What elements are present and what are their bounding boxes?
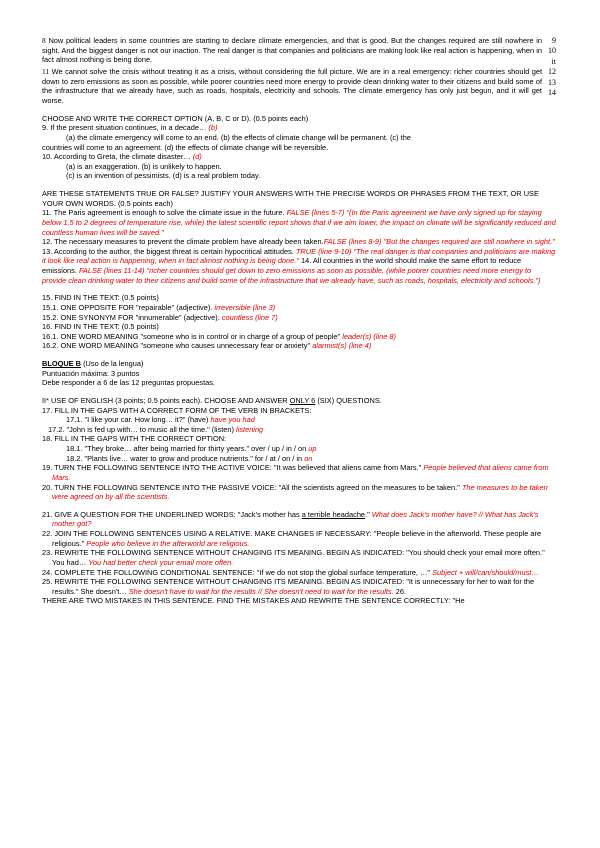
answer: Subject + will/can/should/must… [432,567,539,577]
instruction: Debe responder a 6 de las 12 preguntas propuestas. [42,378,215,388]
question-13-14: 13. According to the author, the biggest threat is certain hypocritical attitudes. TRUE (line 9-10) "The real danger is that companies and politicians are making it look like real action is happening, when in fact almost nothing is being done." 14. All countries in the world should make the same effort to reduce emissions. FALSE (lines 11-14) "richer countries should get down to zero emissions as soon as possible, (while poorer countries need more energy to provide clean drinking water to their citizens and build some of the infrastructure that we already have, such as roads, hospitals, electricity and schools.") [42,246,556,285]
section-heading: II* USE OF ENGLISH (3 points; 0.5 points each). CHOOSE AND ANSWER ONLY 6 (SIX) QUESTIONS. [42,395,382,405]
line-number: 10 it [548,46,556,66]
line-number: 14 [548,87,556,97]
answer: FALSE (lines 5-7) "(In the Paris agreement we have only signed up for staying below 1.5 to 2 degrees of temperature rise, while) the latest scientific report shows that if we aim lower, the impact on climate will be significantly reduced and countless human lives will be saved." [42,208,556,237]
options-continued: (c) is an invention of pessimists. (d) is a real problem today. [66,171,261,181]
answer: What does Jack's mother have? // What has Jack's mother got? [52,509,539,529]
answer: on [304,453,313,463]
question-15-2: 15.2. ONE SYNONYM FOR "innumerable" (adjective). countless (line 7) [42,312,278,322]
options: (a) the climate emergency will come to an end. (b) the effects of climate change will be permanent. (c) the [66,132,411,142]
line-number: 11 [42,67,50,77]
answer: up [308,444,317,454]
question-19: 19. TURN THE FOLLOWING SENTENCE INTO THE ACTIVE VOICE: "It was believed that aliens came from Mars." People believed that aliens came from Mars. [42,463,549,482]
question-25: 25. REWRITE THE FOLLOWING SENTENCE WITHOUT CHANGING ITS MEANING. BEGIN AS INDICATED: "It is unnecessary for her to wait for the results." She doesn't… She doesn't have to wait for the results // She doesn't need to wait for the results. 26. [42,577,535,596]
question-18-1: 18.1. "They broke… after being married for thirty years." over / up / in / on up [66,444,317,454]
answer: FALSE (lines 11-14) "richer countries should get down to zero emissions as soon as possible, (while poorer countries need more energy to provide clean drinking water to their citizens and build some of the infrastructure that we already have, such as roads, hospitals, electricity and schools.") [42,266,541,285]
question-16-1: 16.1. ONE WORD MEANING "someone who is in control or in charge of a group of people" leader(s) (line 8) [42,331,396,341]
question-24: 24. COMPLETE THE FOLLOWING CONDITIONAL SENTENCE: "If we do not stop the global surface temperature, …" Subject + will/can/should/must… [42,567,539,577]
question-15-heading: 15. FIND IN THE TEXT: (0.5 points) [42,293,159,303]
max-score: Puntuación máxima: 3 puntos [42,368,140,378]
line-number: 8 [42,36,46,45]
answer: She doesn't have to wait for the results // She doesn't need to wait for the results. [128,586,394,596]
paragraph-text: We cannot solve the crisis without treating it as a crisis, without considering the full picture. We are in a real emergency: richer countries should get down to zero emissions as soon as possible, while poorer countries need more energy to provide clean drinking water to their citizens and build some of the infrastructure that we already have, such as roads, hospitals, electricity and schools. The climate emergency has only just begun, and it will get worse. [42,67,542,106]
options-continued: countries will come to an agreement. (d) the effects of climate change will be reversible. [42,142,329,152]
reading-paragraph-8 [42,36,556,67]
question-22: 22. JOIN THE FOLLOWING SENTENCES USING A RELATIVE. MAKE CHANGES IF NECESSARY: "People believe in the afterworld. These people are religious." People who believe in the afterworld are religious. [42,529,542,548]
answer: irreversible (line 3) [214,302,276,312]
answer: have you had [210,415,255,425]
answer: The measures to be taken were agreed on by all the scientists. [52,482,548,502]
answer: You had better check your email more often. [88,557,234,567]
line-number: 13 [548,77,556,87]
answer: countless (line 7) [221,312,278,322]
answer: (d) [192,152,202,162]
question-9: 9. If the present situation continues, in a decade… (b) [42,123,218,133]
line-number: 9 [552,36,556,45]
section-heading: ARE THESE STATEMENTS TRUE OR FALSE? JUSTIFY YOUR ANSWERS WITH THE PRECISE WORDS OR PHRASES FROM THE TEXT, OR USE YOUR OWN WORDS. (0.5 points each) [42,189,539,208]
margin-line-numbers [542,36,556,67]
question-11: 11. The Paris agreement is enough to solve the climate issue in the future. FALSE (lines 5-7) "(In the Paris agreement we have only signed up for staying below 1.5 to 2 degrees of temperature rise, while) the latest scientific report shows that if we aim lower, the impact on climate will be significantly reduced and countless human lives will be saved." [42,208,556,237]
question-10: 10. According to Greta, the climate disaster… (d) [42,152,202,162]
question-18: 18. FILL IN THE GAPS WITH THE CORRECT OPTION: [42,434,227,444]
question-18-2: 18.2. "Plants live… water to grow and produce nutrients." for / at / on / in on [66,453,313,463]
question-26: THERE ARE TWO MISTAKES IN THIS SENTENCE. FIND THE MISTAKES AND REWRITE THE SENTENCE CORRECTLY: "He [42,596,465,606]
question-16-2: 16.2. ONE WORD MEANING "someone who causes unnecessary fear or anxiety" alarmist(s) (line 4) [42,341,372,351]
bloque-title: BLOQUE B (Uso de la lengua) [42,359,144,369]
margin-line-numbers [542,67,556,106]
question-15-1: 15.1. ONE OPPOSITE FOR "repairable" (adjective). irreversible (line 3) [42,302,276,312]
question-23: 23. REWRITE THE FOLLOWING SENTENCE WITHOUT CHANGING ITS MEANING. BEGIN AS INDICATED: "You should check your email more often." You had… You had better check your email more often. [42,548,545,567]
question-17-2: 17.2. "John is fed up with… to music all the time." (listen) listening [48,424,264,434]
options: (a) is an exaggeration. (b) is unlikely to happen. [66,161,222,171]
answer: People who believe in the afterworld are religious. [86,538,250,548]
question-20: 20. TURN THE FOLLOWING SENTENCE INTO THE PASSIVE VOICE: "All the scientists agreed on the measures to be taken." The measures to be taken were agreed on by all the scientists. [42,482,548,502]
answer: listening [236,424,264,434]
answer: leader(s) (line 8) [342,331,396,341]
answer: (b) [208,123,218,133]
section-heading: CHOOSE AND WRITE THE CORRECT OPTION (A, B, C or D). (0.5 points each) [42,113,309,123]
question-21: 21. GIVE A QUESTION FOR THE UNDERLINED WORDS: "Jack's mother has a terrible headache." What does Jack's mother have? // What has Jack's mother got? [42,509,539,529]
question-17: 17. FILL IN THE GAPS WITH A CORRECT FORM OF THE VERB IN BRACKETS: [42,405,312,415]
line-number: 12 [548,67,556,77]
question-12: 12. The necessary measures to prevent the climate problem have already been taken.FALSE (lines 8-9) "But the changes required are still nowhere in sight." [42,237,555,247]
paragraph-text: Now political leaders in some countries are starting to declare climate emergencies, and that is good. But the changes required are still nowhere in sight. And the biggest danger is not our inaction. The real danger is that companies and politicians are making look like real action is happening, when in fact almost nothing is being done. [42,36,542,65]
answer: People believed that aliens came from Mars. [52,463,549,482]
reading-paragraph-11 [42,67,556,106]
question-16-heading: 16. FIND IN THE TEXT: (0.5 points) [42,322,159,332]
answer: TRUE (line 9-10) "The real danger is that companies and politicians are making it look like real action is happening, when in fact almost nothing is being done." [42,246,556,266]
question-17-1: 17.1. "I like your car. How long… it?" (have) have you had [66,415,255,425]
answer: FALSE (lines 8-9) "But the changes required are still nowhere in sight." [323,237,555,247]
answer: alarmist(s) (line 4) [312,341,372,351]
